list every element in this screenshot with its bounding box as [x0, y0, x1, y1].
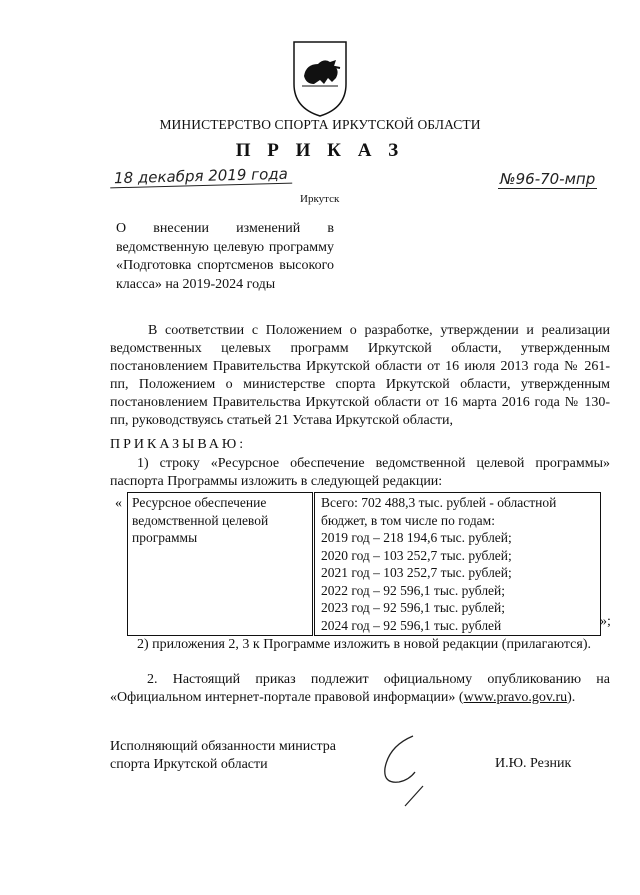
item-2-paragraph: 2) приложения 2, 3 к Программе изложить в новой редакции (прилагаются).: [137, 637, 591, 652]
resource-table: [127, 492, 601, 636]
quote-open: «: [115, 496, 122, 511]
ministry-title: МИНИСТЕРСТВО СПОРТА ИРКУТСКОЙ ОБЛАСТИ: [159, 117, 481, 132]
year-line: 2023 год – 92 596,1 тыс. рублей;: [321, 600, 506, 615]
item-3-paragraph: [110, 671, 610, 707]
order-subject: О внесении изменений в ведомственную целевую программу «Подготовка спортсменов высокого класса» на 2019-2024 годы: [116, 221, 334, 292]
year-line: 2019 год – 218 194,6 тыс. рублей;: [321, 530, 512, 545]
table-cell-label: Ресурсное обеспечение ведомственной целевой программы: [128, 493, 314, 636]
table-cell-values: [314, 493, 601, 636]
total-line: Всего: 702 488,3 тыс. рублей - областной бюджет, в том числе по годам:: [321, 495, 557, 528]
order-number: №96-70-мпр: [500, 170, 596, 188]
item-3-text: 2. Настоящий приказ подлежит официальному опубликованию на «Официальном интернет-портале правовой информации» (: [110, 672, 610, 705]
pravo-link[interactable]: www.pravo.gov.ru: [463, 690, 568, 705]
year-line: 2022 год – 92 596,1 тыс. рублей;: [321, 582, 506, 598]
year-line: 2020 год – 103 252,7 тыс. рублей;: [321, 547, 512, 563]
order-date: 18 декабря 2019 года: [110, 165, 292, 189]
handwritten-signature-icon: [375, 728, 470, 818]
coat-of-arms-icon: [290, 38, 350, 118]
signer-title-line: Исполняющий обязанности министра: [110, 739, 336, 754]
table-row: [128, 493, 601, 636]
order-word: ПРИКАЗЫВАЮ:: [110, 437, 247, 452]
signer-title: [110, 738, 336, 774]
document-type-heading: П Р И К А З: [235, 140, 405, 161]
signer-name: И.Ю. Резник: [495, 756, 572, 771]
year-line: 2021 год – 103 252,7 тыс. рублей;: [321, 565, 512, 580]
preamble-paragraph: В соответствии с Положением о разработке, утверждении и реализации ведомственных целевых программ Иркутской области, утвержденным постановлением Правительства Иркутской области от 16 июля 2013 года № 261-пп, Положением о министерстве спорта Иркутской области, утвержденным постановлением Правительства Иркутской области от 16 марта 2016 года № 130-пп, руководствуясь статьей 21 Устава Иркутской области,: [110, 323, 610, 428]
city: Иркутск: [300, 193, 340, 205]
signer-title-line: спорта Иркутской области: [110, 757, 268, 772]
year-line: 2024 год – 92 596,1 тыс. рублей: [321, 617, 502, 633]
quote-close: »;: [600, 614, 611, 629]
item-3-suffix: ).: [567, 690, 576, 705]
item-1-paragraph: 1) строку «Ресурсное обеспечение ведомственной целевой программы» паспорта Программы изложить в следующей редакции:: [110, 456, 610, 489]
